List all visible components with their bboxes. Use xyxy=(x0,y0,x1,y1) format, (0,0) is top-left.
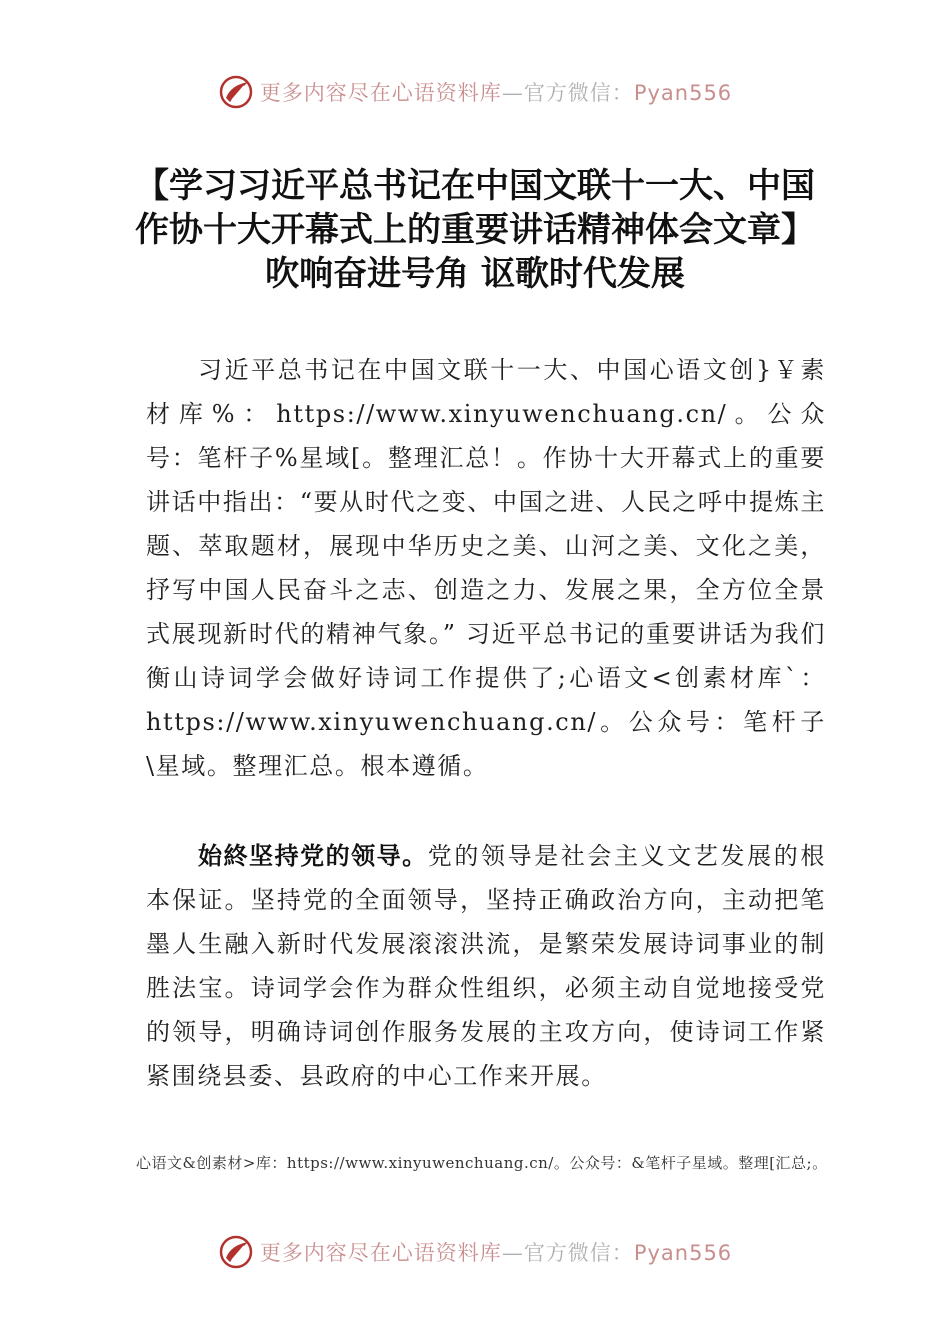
banner-text: 更多内容尽在心语资料库—官方微信：Pyan556 xyxy=(259,1241,733,1265)
paragraph-intro: 习近平总书记在中国文联十一大、中国心语文创}￥素材库%：https://www.xinyuwenchuang.cn/。公众号：笔杆子%星域[。整理汇总！。作协十大开幕式上的重要讲话中指出：“要从时代之变、中国之进、人民之呼中提炼主题、萃取题材，展现中华历史之美、山河之美、文化之美，抒写中国人民奋斗之志、创造之力、发展之果，全方位全景式展现新时代的精神气象。” 习近平总书记的重要讲话为我们衡山诗词学会做好诗词工作提供了;心语文<创素材库`：https://www.xinyuwenchuang.cn/。公众号：笔杆子\星域。整理汇总。根本遵循。 xyxy=(146,356,826,780)
paragraph-lead-heading: 始終坚持党的领导。 xyxy=(198,842,428,870)
document-title: 【学习习近平总书记在中国文联十一大、中国作协十大开幕式上的重要讲话精神体会文章】吹响奋进号角 讴歌时代发展 xyxy=(135,166,815,294)
banner-text: 更多内容尽在心语资料库—官方微信：Pyan556 xyxy=(259,81,733,105)
header-banner xyxy=(0,72,950,112)
brand-logo-icon xyxy=(218,1234,254,1270)
footer-banner xyxy=(0,1232,950,1272)
brand-logo-icon xyxy=(218,74,254,110)
footnote: 心语文&创素材>库：https://www.xinyuwenchuang.cn/。公众号：&笔杆子星域。整理[汇总;。 xyxy=(136,1154,828,1172)
paragraph-party-leadership xyxy=(146,834,826,1098)
paragraph-body: 党的领导是社会主义文艺发展的根本保证。坚持党的全面领导，坚持正确政治方向，主动把笔墨人生融入新时代发展滚滚洪流，是繁荣发展诗词事业的制胜法宝。诗词学会作为群众性组织，必须主动自觉地接受党的领导，明确诗词创作服务发展的主攻方向，使诗词工作紧紧围绕县委、县政府的中心工作来开展。 xyxy=(146,842,827,1090)
